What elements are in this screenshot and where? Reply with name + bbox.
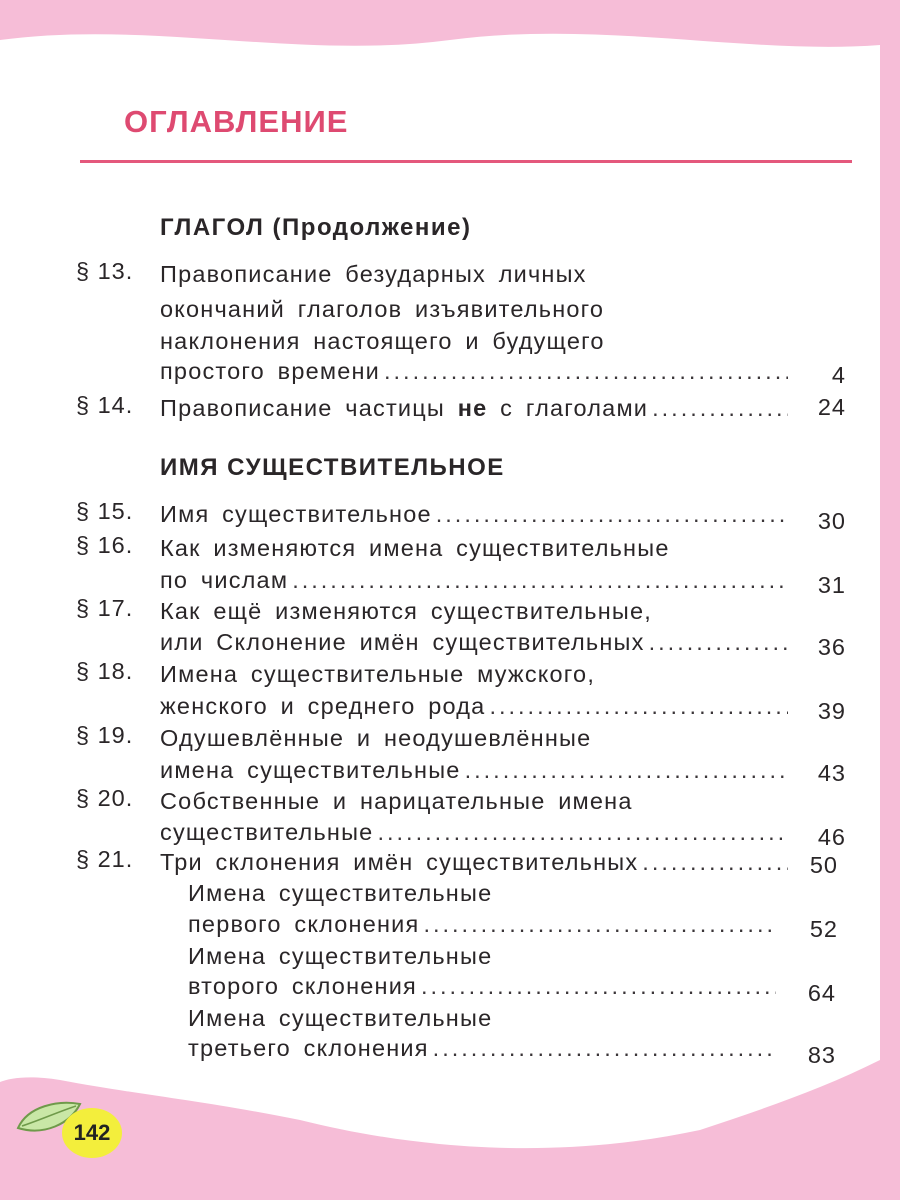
entry-line: наклонения настоящего и будущего (160, 328, 605, 354)
dot-leader (384, 355, 788, 387)
section-heading-noun: ИМЯ СУЩЕСТВИТЕЛЬНОЕ (160, 454, 505, 481)
entry-line: Как изменяются имена существительные (160, 535, 670, 561)
page-ref: 52 (809, 916, 838, 942)
page-ref: 64 (807, 980, 836, 1006)
dot-leader (642, 846, 788, 878)
page-ref: 43 (817, 760, 846, 786)
section-heading-verb: ГЛАГОЛ (Продолжение) (160, 214, 472, 241)
entry-line-dotted: простого времени ..... (160, 355, 792, 387)
entry-number: § 15. (76, 498, 134, 524)
bold-particle: не (457, 395, 488, 421)
dot-leader (423, 908, 776, 940)
entry-number: § 20. (76, 785, 134, 811)
entry-line-dotted: Три склонения имён существительных ..... (160, 846, 792, 878)
dot-leader (377, 816, 788, 848)
entry-line: Одушевлённые и неодушевлённые (160, 725, 592, 751)
entry-line-dotted: женского и среднего рода ..... (160, 690, 792, 722)
page-ref: 46 (817, 824, 846, 850)
entry-number: § 21. (76, 846, 134, 872)
page-ref: 4 (831, 362, 846, 388)
subentry-line-dotted: третьего склонения ..... (188, 1032, 780, 1064)
dot-leader (652, 392, 788, 424)
dot-leader (465, 754, 788, 786)
page-ref: 83 (807, 1042, 836, 1068)
entry-line-dotted: по числам ..... (160, 564, 792, 596)
subentry-line: Имена существительные (188, 1005, 493, 1031)
toc-title: ОГЛАВЛЕНИЕ (124, 104, 349, 139)
page-ref: 31 (817, 572, 846, 598)
page-ref: 39 (817, 698, 846, 724)
subentry-line-dotted: второго склонения ..... (188, 970, 780, 1002)
entry-number: § 19. (76, 722, 134, 748)
page-ref: 36 (817, 634, 846, 660)
entry-line: Имена существительные мужского, (160, 661, 596, 687)
title-divider (80, 160, 852, 163)
page-ref: 24 (817, 394, 846, 420)
entry-line: Правописание безударных личных (160, 261, 587, 287)
subentry-line: Имена существительные (188, 943, 493, 969)
entry-line: Как ещё изменяются существительные, (160, 598, 652, 624)
dot-leader (433, 1032, 776, 1064)
page-number-badge: 142 (62, 1108, 122, 1158)
entry-line-dotted: существительные ..... (160, 816, 792, 848)
page-ref: 50 (809, 852, 838, 878)
page-ref: 30 (817, 508, 846, 534)
entry-number: § 14. (76, 392, 134, 418)
entry-line-dotted: Имя существительное ..... (160, 498, 792, 530)
dot-leader (436, 498, 788, 530)
entry-number: § 17. (76, 595, 134, 621)
entry-line-dotted: имена существительные ..... (160, 754, 792, 786)
entry-line-dotted: Правописание частицы не с глаголами ..... (160, 392, 792, 424)
entry-line-dotted: или Склонение имён существительных ..... (160, 626, 792, 658)
entry-number: § 18. (76, 658, 134, 684)
subentry-line-dotted: первого склонения ..... (188, 908, 780, 940)
entry-line: Собственные и нарицательные имена (160, 788, 633, 814)
entry-line: окончаний глаголов изъявительного (160, 296, 605, 322)
dot-leader (292, 564, 788, 596)
dot-leader (489, 690, 788, 722)
dot-leader (649, 626, 788, 658)
dot-leader (421, 970, 776, 1002)
entry-number: § 13. (76, 258, 134, 284)
subentry-line: Имена существительные (188, 880, 493, 906)
entry-number: § 16. (76, 532, 134, 558)
